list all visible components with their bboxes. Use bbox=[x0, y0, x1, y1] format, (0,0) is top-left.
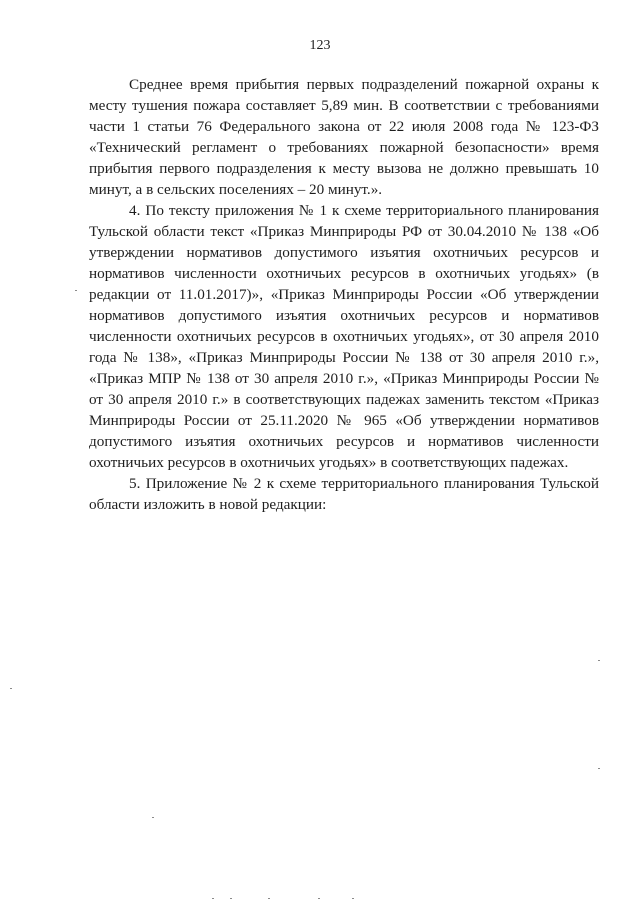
page-number: 123 bbox=[309, 38, 331, 53]
paragraph-item-4: 4. По тексту приложения № 1 к схеме территориального планирования Тульской области текст «Приказ Минприроды РФ от 30.04.2010 № 138 «Об утверждении нормативов допустимого изъятия охотничьих ресурсов и нормативов численности охотничьих ресурсов в охотничьих угодьях» (в редакции от 11.01.2017)», «Приказ Минприроды России «Об утверждении нормативов допустимого изъятия охотничьих ресурсов и нормативов численности охотничьих ресурсов в охотничьих угодьях», от 30 апреля 2010 года № 138», «Приказ Минприроды России № 138 от 30 апреля 2010 г.», «Приказ МПР № 138 от 30 апреля 2010 г.», «Приказ Минприроды России № от 30 апреля 2010 г.» в соответствующих падежах заменить текстом «Приказ Минприроды России от 25.11.2020 № 965 «Об утверждении нормативов допустимого изъятия охотничьих ресурсов и нормативов численности охотничьих ресурсов в охотничьих угодьях» в соответствующих падежах. bbox=[89, 202, 599, 471]
scan-speck bbox=[230, 898, 232, 899]
scan-speck bbox=[352, 898, 354, 899]
scan-speck bbox=[75, 290, 77, 291]
paragraph-item-5: 5. Приложение № 2 к схеме территориального планирования Тульской области изложить в новой редакции: bbox=[89, 475, 599, 513]
scan-speck bbox=[10, 688, 12, 689]
document-body bbox=[89, 74, 599, 515]
scan-speck bbox=[212, 898, 214, 899]
scan-speck bbox=[268, 898, 270, 899]
scan-speck bbox=[318, 898, 320, 899]
scan-speck bbox=[152, 817, 154, 818]
scan-speck bbox=[598, 660, 600, 661]
scan-speck bbox=[598, 768, 600, 769]
paragraph-fire-response-time: Среднее время прибытия первых подразделений пожарной охраны к месту тушения пожара составляет 5,89 мин. В соответствии с требованиями части 1 статьи 76 Федерального закона от 22 июля 2008 года № 123-ФЗ «Технический регламент о требованиях пожарной безопасности» время прибытия первого подразделения к месту вызова не должно превышать 10 минут, а в сельских поселениях – 20 минут.». bbox=[89, 76, 599, 198]
